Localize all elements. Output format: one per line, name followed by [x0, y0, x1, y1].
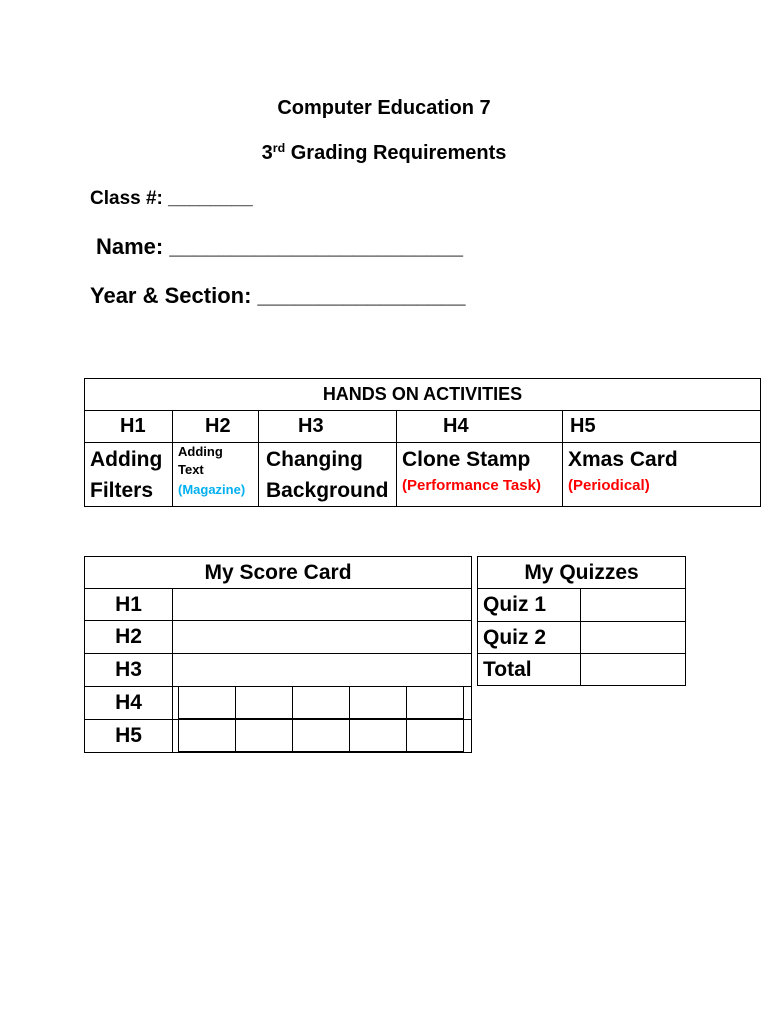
quizzes-title: My Quizzes — [524, 561, 639, 584]
subgrid-divider — [178, 718, 464, 720]
score-row-label-cell — [84, 588, 173, 621]
score-h5-subcell — [349, 719, 407, 753]
activities-title: HANDS ON ACTIVITIES — [322, 384, 523, 404]
activity-code: H5 — [570, 415, 596, 437]
activity-title-line: Xmas Card — [568, 448, 678, 471]
subtitle-text: Grading Requirements — [290, 142, 507, 164]
activity-title-line: Filters — [90, 479, 154, 502]
score-h4-subcell — [235, 686, 293, 720]
quiz-total-entry-cell — [580, 653, 686, 686]
activity-code: H1 — [120, 415, 146, 437]
activities-header-cell — [84, 378, 761, 411]
grading-period-number: 3 — [261, 142, 273, 164]
activity-code-cell-h3 — [258, 410, 397, 443]
score-h2-entry-cell — [172, 620, 472, 654]
activity-title-cell-h2 — [172, 442, 259, 507]
score-h5-subcell — [406, 719, 464, 753]
activity-title-line: Adding — [90, 448, 163, 471]
subgrid-bottom-rule — [178, 751, 464, 753]
activity-title-cell-h5 — [562, 442, 761, 507]
quiz-row-label: Total — [483, 658, 532, 681]
score-card-title: My Score Card — [204, 561, 352, 584]
activity-code-cell-h4 — [396, 410, 563, 443]
quiz-row-label-cell — [477, 621, 581, 654]
score-h5-subcell — [235, 719, 293, 753]
score-h3-entry-cell — [172, 653, 472, 687]
activity-title-h4 — [402, 444, 541, 497]
score-row-label: H4 — [115, 691, 142, 714]
activity-title-line: Background — [266, 479, 389, 502]
activity-title-line: Adding — [178, 444, 223, 459]
activity-title-cell-h3 — [258, 442, 397, 507]
activity-title-line: Clone Stamp — [402, 448, 531, 471]
score-card-header-cell — [84, 556, 472, 589]
activity-title-line: Text — [178, 462, 204, 477]
activity-note-periodical: (Periodical) — [568, 477, 650, 494]
quiz-row-label: Quiz 1 — [483, 593, 547, 616]
score-card-table — [84, 556, 472, 753]
score-h4-subcell — [292, 686, 350, 720]
score-row-label: H2 — [115, 625, 142, 648]
score-row-label: H3 — [115, 658, 142, 681]
score-h1-entry-cell — [172, 588, 472, 621]
quiz-row-label: Quiz 2 — [483, 626, 547, 649]
quiz-row-label-cell — [477, 653, 581, 686]
activity-title-h3 — [266, 444, 389, 506]
activity-title-line: Changing — [266, 448, 363, 471]
document-title: Computer Education 7 — [277, 97, 491, 119]
quizzes-header-cell — [477, 556, 686, 589]
quizzes-table — [477, 556, 686, 686]
score-row-label-cell — [84, 653, 173, 687]
activity-code-cell-h5 — [562, 410, 761, 443]
score-h5-subcell — [178, 719, 236, 753]
quiz-2-entry-cell — [580, 621, 686, 654]
activity-title-h1 — [90, 444, 162, 506]
year-section-field: Year & Section: _________________ — [90, 283, 466, 308]
score-h5-subcell — [292, 719, 350, 753]
activity-title-h5 — [568, 444, 678, 497]
score-h4-subcell — [406, 686, 464, 720]
activity-code: H4 — [443, 415, 469, 437]
document-subtitle — [0, 141, 768, 167]
hands-on-activities-table — [84, 378, 761, 507]
activity-note-performance-task: (Performance Task) — [402, 477, 541, 494]
quiz-row-label-cell — [477, 588, 581, 622]
activity-code: H2 — [205, 415, 231, 437]
grading-period-suffix: rd — [272, 141, 286, 156]
score-row-label: H5 — [115, 724, 142, 747]
score-row-label-cell — [84, 686, 173, 720]
score-h4-subcell — [349, 686, 407, 720]
activity-title-cell-h1 — [84, 442, 173, 507]
activity-note-magazine: (Magazine) — [178, 482, 246, 497]
score-row-label: H1 — [115, 593, 142, 616]
quiz-1-entry-cell — [580, 588, 686, 622]
activity-code-cell-h1 — [84, 410, 173, 443]
score-h4-subcell — [178, 686, 236, 720]
activity-code: H3 — [298, 415, 324, 437]
name-field: Name: ________________________ — [96, 234, 464, 259]
score-row-label-cell — [84, 620, 173, 654]
activity-code-cell-h2 — [172, 410, 259, 443]
activity-title-h2 — [178, 443, 245, 499]
score-row-label-cell — [84, 719, 173, 753]
class-number-field: Class #: ________ — [90, 188, 253, 209]
activity-title-cell-h4 — [396, 442, 563, 507]
